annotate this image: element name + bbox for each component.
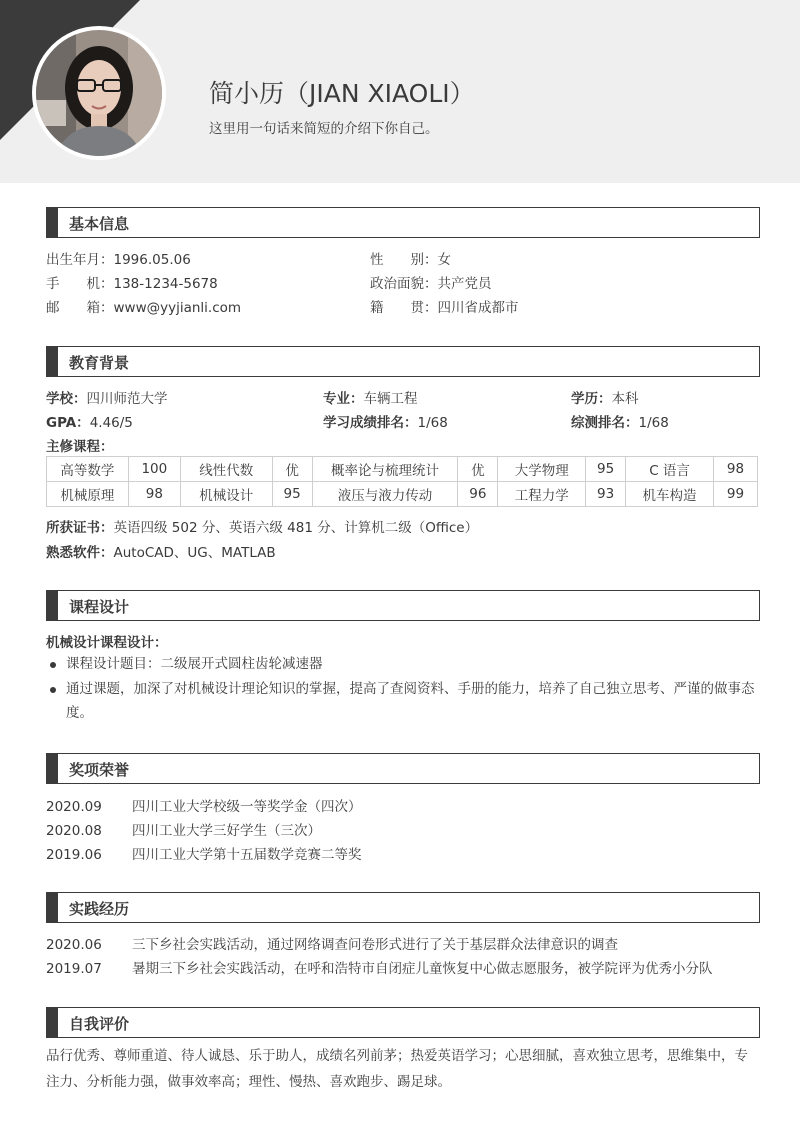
award-date: 2019.06 [46, 847, 102, 863]
course-name: 大学物理 [498, 457, 586, 482]
certificates-row [46, 516, 478, 536]
rank-row [323, 411, 448, 431]
gpa-row [46, 411, 133, 431]
course-score: 98 [128, 482, 180, 507]
practice-text: 三下乡社会实践活动，通过网络调查问卷形式进行了关于基层群众法律意识的调查 [132, 937, 618, 953]
list-item [46, 819, 321, 839]
course-score: 99 [713, 482, 757, 507]
phone-row [46, 272, 218, 292]
overall-rank-row [571, 411, 669, 431]
section-title: 自我评价 [69, 1015, 130, 1033]
section-header-course-design [46, 590, 760, 621]
email-row [46, 296, 241, 316]
school-label: 学校： [46, 391, 87, 407]
section-title: 教育背景 [69, 354, 130, 372]
overall-rank-label: 综测排名： [571, 415, 639, 431]
section-title: 奖项荣誉 [69, 761, 130, 779]
overall-rank-value: 1/68 [638, 415, 669, 431]
rank-label: 学习成绩排名： [323, 415, 418, 431]
candidate-name: 简小历（JIAN XIAOLI） [209, 79, 475, 108]
section-marker [47, 1008, 58, 1037]
school-row [46, 387, 168, 407]
list-item-text: 课程设计题目：二级展开式圆柱齿轮减速器 [66, 656, 323, 672]
section-marker [47, 591, 58, 620]
award-date: 2020.08 [46, 823, 102, 839]
course-score: 96 [458, 482, 498, 507]
section-marker [47, 754, 58, 783]
course-score: 95 [586, 457, 626, 482]
avatar [32, 26, 166, 160]
table-row [47, 457, 758, 482]
award-date: 2020.09 [46, 799, 102, 815]
rank-value: 1/68 [417, 415, 448, 431]
software-label: 熟悉软件： [46, 545, 114, 561]
list-item [46, 677, 758, 725]
certificates-label: 所获证书： [46, 520, 114, 536]
degree-label: 学历： [571, 391, 612, 407]
birth-value: 1996.05.06 [113, 252, 191, 268]
list-item [46, 957, 713, 977]
section-marker [47, 208, 58, 237]
origin-value: 四川省成都市 [437, 300, 519, 316]
course-name: 液压与液力传动 [312, 482, 458, 507]
practice-date: 2019.07 [46, 961, 102, 977]
software-value: AutoCAD、UG、MATLAB [113, 545, 276, 561]
bullet-icon [50, 662, 56, 668]
major-value: 车辆工程 [363, 391, 418, 407]
origin-label: 籍 贯： [370, 300, 438, 316]
avatar-photo [36, 30, 162, 156]
courses-table [46, 456, 758, 507]
section-marker [47, 893, 58, 922]
birth-label: 出生年月： [46, 252, 114, 268]
degree-value: 本科 [611, 391, 639, 407]
section-header-education [46, 346, 760, 377]
section-title: 基本信息 [69, 215, 130, 233]
course-name: 工程力学 [498, 482, 586, 507]
birth-row [46, 248, 191, 268]
course-name: 机车构造 [626, 482, 714, 507]
email-label: 邮 箱： [46, 300, 114, 316]
phone-label: 手 机： [46, 276, 114, 292]
course-name: 线性代数 [180, 457, 272, 482]
list-item [46, 795, 362, 815]
course-score: 100 [128, 457, 180, 482]
award-text: 四川工业大学三好学生（三次） [132, 823, 321, 839]
gpa-value: 4.46/5 [89, 415, 133, 431]
major-row [323, 387, 418, 407]
politics-value: 共产党员 [437, 276, 492, 292]
gender-row [370, 248, 451, 268]
school-value: 四川师范大学 [86, 391, 168, 407]
section-header-practice [46, 892, 760, 923]
course-score: 优 [272, 457, 312, 482]
course-name: 概率论与梳理统计 [312, 457, 458, 482]
certificates-value: 英语四级 502 分、英语六级 481 分、计算机二级（Office） [113, 520, 479, 536]
section-header-self-evaluation [46, 1007, 760, 1038]
politics-row [370, 272, 492, 292]
section-header-awards [46, 753, 760, 784]
courses-label: 主修课程： [46, 439, 114, 455]
section-title: 实践经历 [69, 900, 130, 918]
list-item [46, 843, 362, 863]
degree-row [571, 387, 639, 407]
list-item-text: 通过课题，加深了对机械设计理论知识的掌握，提高了查阅资料、手册的能力，培养了自己独立思考、严谨的做事态度。 [66, 681, 755, 721]
bullet-icon [50, 687, 56, 693]
award-text: 四川工业大学第十五届数学竞赛二等奖 [132, 847, 362, 863]
origin-row [370, 296, 519, 316]
course-score: 93 [586, 482, 626, 507]
course-score: 98 [713, 457, 757, 482]
major-label: 专业： [323, 391, 364, 407]
course-design-subtitle: 机械设计课程设计： [46, 635, 168, 651]
email-value: www@yyjianli.com [113, 300, 242, 316]
gpa-label: GPA： [46, 415, 90, 431]
gender-value: 女 [437, 252, 451, 268]
list-item [46, 933, 618, 953]
table-row [47, 482, 758, 507]
course-score: 95 [272, 482, 312, 507]
resume-header [0, 0, 800, 183]
list-item [46, 652, 758, 676]
course-name: 机械原理 [47, 482, 129, 507]
practice-date: 2020.06 [46, 937, 102, 953]
politics-label: 政治面貌： [370, 276, 438, 292]
self-evaluation-text: 品行优秀、尊师重道、待人诚恳、乐于助人，成绩名列前茅；热爱英语学习；心思细腻，喜欢独立思考，思维集中，专注力、分析能力强，做事效率高；理性、慢热、喜欢跑步、踢足球。 [46, 1048, 748, 1090]
candidate-intro: 这里用一句话来简短的介绍下你自己。 [209, 121, 439, 137]
course-name: 高等数学 [47, 457, 129, 482]
gender-label: 性 别： [370, 252, 438, 268]
section-marker [47, 347, 58, 376]
award-text: 四川工业大学校级一等奖学金（四次） [132, 799, 362, 815]
software-row [46, 541, 276, 561]
practice-text: 暑期三下乡社会实践活动，在呼和浩特市自闭症儿童恢复中心做志愿服务，被学院评为优秀小分队 [132, 961, 713, 977]
phone-value: 138-1234-5678 [113, 276, 218, 292]
course-score: 优 [458, 457, 498, 482]
course-name: 机械设计 [180, 482, 272, 507]
section-header-basic-info [46, 207, 760, 238]
course-name: C 语言 [626, 457, 714, 482]
section-title: 课程设计 [69, 598, 130, 616]
